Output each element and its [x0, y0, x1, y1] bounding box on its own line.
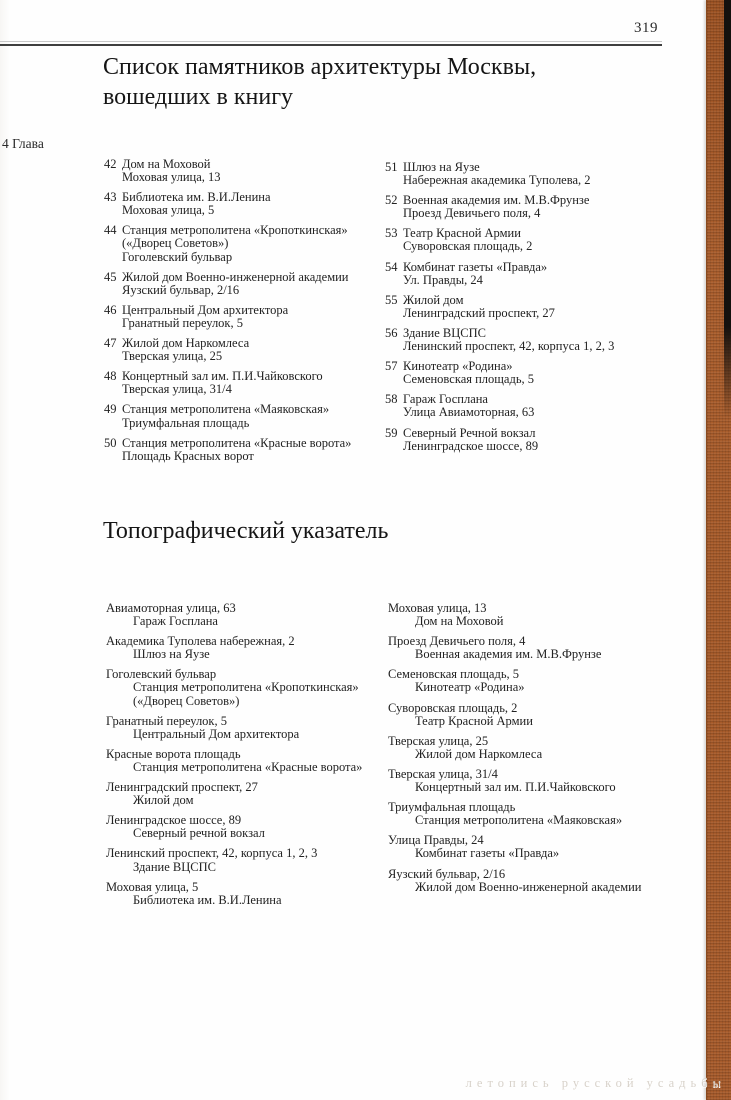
monument-text — [122, 271, 389, 297]
header-rule — [0, 44, 662, 46]
monument-title: Военная академия им. М.В.Фрунзе — [403, 193, 590, 208]
publisher-watermark: летопись русской усадьбы — [465, 1076, 726, 1090]
monument-title: Гараж Госплана — [403, 392, 488, 407]
monument-address: («Дворец Советов») — [122, 236, 229, 251]
monument-title: Театр Красной Армии — [403, 226, 521, 241]
monument-entry — [385, 360, 703, 386]
index-list-left — [106, 602, 398, 914]
monument-address: Ленинградское шоссе, 89 — [403, 438, 539, 453]
monument-address: Суворовская площадь, 2 — [403, 239, 533, 254]
index-entry — [388, 834, 708, 860]
index-address: Гранатный переулок, 5 — [106, 713, 228, 728]
index-title: Топографический указатель — [103, 518, 389, 544]
monument-entry — [104, 437, 389, 463]
monument-title: Станция метрополитена «Маяковская» — [122, 402, 330, 417]
monuments-list-left — [104, 158, 389, 470]
monument-entry — [104, 337, 389, 363]
monument-entry — [385, 427, 703, 453]
index-address: Ленинградский проспект, 27 — [106, 780, 258, 795]
monument-text — [403, 294, 703, 320]
monument-text — [122, 224, 389, 263]
page-title-line2: вошедших в книгу — [103, 84, 294, 110]
monument-entry — [104, 370, 389, 396]
index-entry — [388, 735, 708, 761]
index-entry — [106, 881, 398, 907]
index-address: Суворовская площадь, 2 — [388, 700, 518, 715]
monument-number: 44 — [104, 223, 117, 238]
index-reference: Шлюз на Яузе — [133, 647, 210, 662]
monument-title: Центральный Дом архитектора — [122, 302, 289, 317]
monument-title: Жилой дом Наркомлеса — [122, 336, 250, 351]
monument-entry — [104, 403, 389, 429]
monument-title: Жилой дом — [403, 292, 464, 307]
index-entry — [106, 781, 398, 807]
monument-address: Ленинградский проспект, 27 — [403, 305, 555, 320]
monument-number: 57 — [385, 359, 398, 374]
index-address: Авиамоторная улица, 63 — [106, 601, 236, 615]
index-entry — [388, 668, 708, 694]
monument-text — [403, 393, 703, 419]
monument-address: Набережная академика Туполева, 2 — [403, 173, 591, 188]
monument-address: Проезд Девичьего поля, 4 — [403, 206, 541, 221]
index-reference: Жилой дом Военно-инженерной академии — [415, 879, 642, 894]
monument-entry — [104, 271, 389, 297]
monument-number: 45 — [104, 269, 117, 284]
monument-text — [403, 261, 703, 287]
monument-text — [122, 403, 389, 429]
monument-address: Яузский бульвар, 2/16 — [122, 282, 240, 297]
index-reference: Станция метрополитена «Маяковская» — [415, 813, 623, 828]
index-entry — [106, 715, 398, 741]
monument-number: 46 — [104, 302, 117, 317]
index-reference-extra: («Дворец Советов») — [133, 693, 240, 708]
index-address: Триумфальная площадь — [388, 800, 516, 815]
monument-entry — [385, 161, 703, 187]
monument-address: Ленинский проспект, 42, корпуса 1, 2, 3 — [403, 339, 615, 354]
monument-address: Тверская улица, 31/4 — [122, 382, 232, 397]
index-entry — [388, 702, 708, 728]
monument-title: Дом на Моховой — [122, 157, 211, 171]
index-address: Тверская улица, 31/4 — [388, 766, 498, 781]
index-entry — [388, 768, 708, 794]
index-entry — [106, 668, 398, 707]
monument-entry — [385, 194, 703, 220]
monument-text — [403, 194, 703, 220]
monument-number: 50 — [104, 435, 117, 450]
index-address: Яузский бульвар, 2/16 — [388, 866, 506, 881]
page-title-line1: Список памятников архитектуры Москвы, — [103, 54, 537, 80]
index-entry — [106, 847, 398, 873]
index-reference: Жилой дом Наркомлеса — [415, 746, 543, 761]
monument-text — [122, 370, 389, 396]
monument-title: Комбинат газеты «Правда» — [403, 259, 548, 274]
monuments-list-right — [385, 161, 703, 460]
index-reference: Жилой дом — [133, 793, 194, 808]
index-entry — [388, 635, 708, 661]
index-list-right — [388, 602, 708, 901]
monument-number: 48 — [104, 369, 117, 384]
monument-text — [403, 427, 703, 453]
index-entry — [106, 602, 398, 628]
monument-text — [122, 337, 389, 363]
index-reference: Театр Красной Армии — [415, 713, 533, 728]
monument-entry — [385, 294, 703, 320]
page-number: 319 — [634, 20, 658, 36]
monument-entry — [385, 227, 703, 253]
index-entry — [388, 868, 708, 894]
monument-number: 59 — [385, 425, 398, 440]
index-address: Проезд Девичьего поля, 4 — [388, 634, 526, 649]
index-address: Красные ворота площадь — [106, 746, 241, 761]
monument-number: 58 — [385, 392, 398, 407]
index-entry — [106, 748, 398, 774]
monument-number: 55 — [385, 292, 398, 307]
index-reference: Концертный зал им. П.И.Чайковского — [415, 780, 616, 795]
index-address: Моховая улица, 13 — [388, 601, 487, 615]
monument-address: Улица Авиамоторная, 63 — [403, 405, 535, 420]
monument-address: Гранатный переулок, 5 — [122, 315, 244, 330]
monument-address: Триумфальная площадь — [122, 415, 250, 430]
index-address: Улица Правды, 24 — [388, 833, 484, 848]
monument-title: Шлюз на Яузе — [403, 160, 480, 174]
index-address: Гоголевский бульвар — [106, 667, 217, 682]
monument-address-extra: Гоголевский бульвар — [122, 249, 233, 264]
monument-address: Ул. Правды, 24 — [403, 272, 483, 287]
monument-entry — [104, 304, 389, 330]
monument-number: 43 — [104, 190, 117, 205]
monument-title: Станция метрополитена «Красные ворота» — [122, 435, 352, 450]
monument-number: 54 — [385, 259, 398, 274]
index-reference: Дом на Моховой — [415, 614, 504, 629]
index-reference: Кинотеатр «Родина» — [415, 680, 525, 695]
monument-address: Моховая улица, 13 — [122, 170, 221, 185]
monument-entry — [104, 224, 389, 263]
index-reference: Центральный Дом архитектора — [133, 726, 300, 741]
monument-entry — [104, 191, 389, 217]
monument-number: 49 — [104, 402, 117, 417]
index-reference: Станция метрополитена «Красные ворота» — [133, 759, 363, 774]
monument-title: Концертный зал им. П.И.Чайковского — [122, 369, 323, 384]
index-reference: Комбинат газеты «Правда» — [415, 846, 560, 861]
book-binding-stripe — [706, 0, 731, 1100]
monument-text — [403, 360, 703, 386]
monument-entry — [385, 393, 703, 419]
index-address: Тверская улица, 25 — [388, 733, 489, 748]
monument-number: 53 — [385, 226, 398, 241]
monument-entry — [385, 327, 703, 353]
monument-text — [403, 161, 703, 187]
index-reference: Военная академия им. М.В.Фрунзе — [415, 647, 602, 662]
index-entry — [388, 801, 708, 827]
index-entry — [106, 635, 398, 661]
monument-title: Станция метрополитена «Кропоткинская» — [122, 223, 348, 238]
monument-text — [122, 437, 389, 463]
monument-entry — [104, 158, 389, 184]
monument-entry — [385, 261, 703, 287]
monument-text — [403, 327, 703, 353]
monument-address: Семеновская площадь, 5 — [403, 372, 535, 387]
monument-address: Площадь Красных ворот — [122, 448, 254, 463]
monument-number: 47 — [104, 336, 117, 351]
index-entry — [106, 814, 398, 840]
chapter-label: 4 Глава — [2, 136, 44, 151]
monument-text — [403, 227, 703, 253]
monument-title: Жилой дом Военно-инженерной академии — [122, 269, 349, 284]
monument-number: 52 — [385, 193, 398, 208]
monument-title: Кинотеатр «Родина» — [403, 359, 513, 374]
monument-address: Тверская улица, 25 — [122, 349, 223, 364]
monument-title: Здание ВЦСПС — [403, 325, 486, 340]
monument-address: Моховая улица, 5 — [122, 203, 215, 218]
monument-text — [122, 304, 389, 330]
monument-number: 56 — [385, 325, 398, 340]
index-address: Ленинский проспект, 42, корпуса 1, 2, 3 — [106, 846, 318, 861]
monument-text — [122, 191, 389, 217]
index-address: Академика Туполева набережная, 2 — [106, 634, 295, 649]
monument-number: 51 — [385, 160, 398, 174]
index-reference: Северный речной вокзал — [133, 826, 265, 841]
monument-title: Северный Речной вокзал — [403, 425, 536, 440]
index-reference: Здание ВЦСПС — [133, 859, 216, 874]
monument-number: 42 — [104, 157, 117, 171]
index-address: Моховая улица, 5 — [106, 879, 199, 894]
index-address: Семеновская площадь, 5 — [388, 667, 520, 682]
index-reference: Станция метрополитена «Кропоткинская» — [133, 680, 359, 695]
index-reference: Библиотека им. В.И.Ленина — [133, 892, 282, 907]
index-reference: Гараж Госплана — [133, 614, 218, 629]
monument-title: Библиотека им. В.И.Ленина — [122, 190, 271, 205]
index-entry — [388, 602, 708, 628]
index-address: Ленинградское шоссе, 89 — [106, 813, 242, 828]
monument-text — [122, 158, 389, 184]
page-title — [103, 52, 663, 112]
